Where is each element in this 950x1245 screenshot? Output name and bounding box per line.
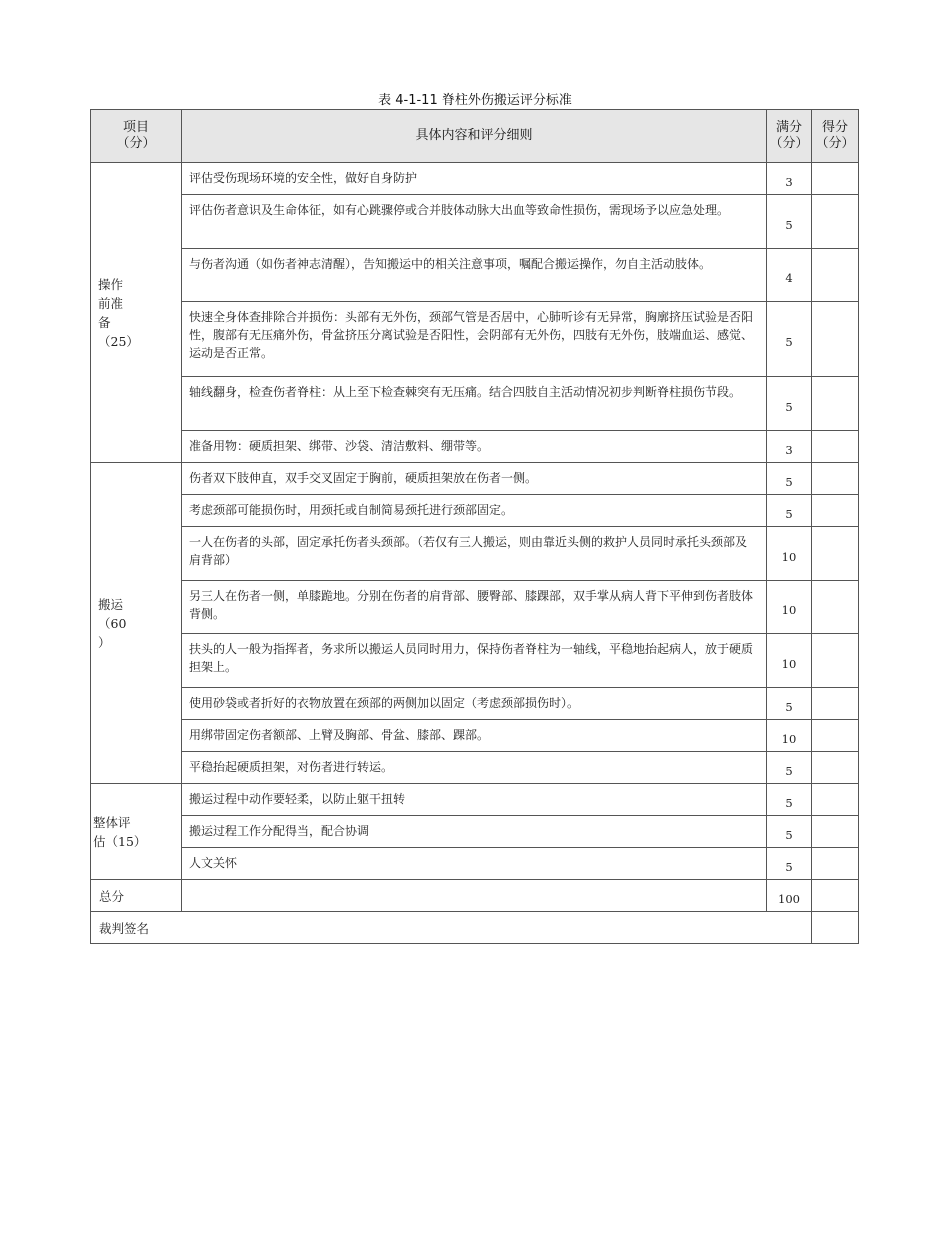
score-cell[interactable] [812, 634, 859, 688]
criteria-text: 使用砂袋或者折好的衣物放置在颈部的两侧加以固定（考虑颈部损伤时）。 [182, 688, 767, 720]
full-points: 5 [767, 195, 812, 249]
table-row [91, 720, 859, 752]
full-points: 5 [767, 495, 812, 527]
full-points: 5 [767, 816, 812, 848]
header-row [91, 110, 859, 163]
table-row [91, 377, 859, 431]
criteria-text: 与伤者沟通（如伤者神志清醒），告知搬运中的相关注意事项，嘱配合搬运操作，勿自主活动肢体。 [182, 249, 767, 302]
category-cell [91, 463, 182, 784]
criteria-text: 评估伤者意识及生命体征，如有心跳骤停或合并肢体动脉大出血等致命性损伤，需现场予以应急处理。 [182, 195, 767, 249]
score-cell[interactable] [812, 431, 859, 463]
header-item-unit: （分） [116, 136, 156, 151]
score-cell[interactable] [812, 784, 859, 816]
score-cell[interactable] [812, 688, 859, 720]
signature-cell[interactable] [812, 912, 859, 944]
table-row [91, 249, 859, 302]
criteria-text: 考虑颈部可能损伤时，用颈托或自制简易颈托进行颈部固定。 [182, 495, 767, 527]
table-row [91, 463, 859, 495]
criteria-text: 准备用物：硬质担架、绑带、沙袋、清洁敷料、绷带等。 [182, 431, 767, 463]
score-cell[interactable] [812, 495, 859, 527]
full-points: 10 [767, 634, 812, 688]
full-points: 3 [767, 163, 812, 195]
table-row [91, 163, 859, 195]
category-label-line: ） [98, 634, 111, 650]
criteria-text: 扶头的人一般为指挥者，务求所以搬运人员同时用力，保持伤者脊柱为一轴线，平稳地抬起病人，放于硬质担架上。 [182, 634, 767, 688]
criteria-text: 快速全身体查排除合并损伤：头部有无外伤，颈部气管是否居中，心肺听诊有无异常，胸廓挤压试验是否阳性，腹部有无压痛外伤，骨盆挤压分离试验是否阳性，会阴部有无外伤，四肢有无外伤，肢端血运、感觉、运动是否正常。 [182, 302, 767, 377]
total-row [91, 880, 859, 912]
category-label-line: 整体评 [93, 814, 131, 830]
scoring-table [90, 109, 859, 944]
table-row [91, 848, 859, 880]
criteria-text: 人文关怀 [182, 848, 767, 880]
table-row [91, 431, 859, 463]
total-points: 100 [767, 880, 812, 912]
full-points: 4 [767, 249, 812, 302]
score-cell[interactable] [812, 848, 859, 880]
score-cell[interactable] [812, 720, 859, 752]
criteria-text: 轴线翻身，检查伤者脊柱：从上至下检查棘突有无压痛。结合四肢自主活动情况初步判断脊柱损伤节段。 [182, 377, 767, 431]
table-row [91, 581, 859, 634]
table-row [91, 527, 859, 581]
signature-row [91, 912, 859, 944]
total-score-cell[interactable] [812, 880, 859, 912]
full-points: 5 [767, 784, 812, 816]
category-cell [91, 163, 182, 463]
table-title: 表 4-1-11 脊柱外伤搬运评分标准 [378, 93, 572, 108]
score-cell[interactable] [812, 527, 859, 581]
criteria-text: 用绑带固定伤者额部、上臂及胸部、骨盆、膝部、踝部。 [182, 720, 767, 752]
header-score-label: 得分 [821, 120, 848, 135]
table-row [91, 634, 859, 688]
criteria-text: 伤者双下肢伸直，双手交叉固定于胸前，硬质担架放在伤者一侧。 [182, 463, 767, 495]
table-row [91, 195, 859, 249]
category-label-line: 前准 [98, 295, 124, 311]
full-points: 5 [767, 688, 812, 720]
header-score-unit: （分） [815, 136, 855, 151]
score-cell[interactable] [812, 302, 859, 377]
criteria-text: 评估受伤现场环境的安全性，做好自身防护 [182, 163, 767, 195]
category-cell [91, 784, 182, 880]
score-cell[interactable] [812, 163, 859, 195]
score-cell[interactable] [812, 195, 859, 249]
full-points: 10 [767, 527, 812, 581]
table-row [91, 784, 859, 816]
category-label-line: 搬运 [98, 596, 124, 612]
full-points: 5 [767, 463, 812, 495]
table-body [91, 163, 859, 944]
header-item-label: 项目 [122, 120, 149, 135]
full-points: 5 [767, 752, 812, 784]
score-cell[interactable] [812, 249, 859, 302]
header-content: 具体内容和评分细则 [182, 110, 767, 163]
table-row [91, 495, 859, 527]
category-label-line: 操作 [98, 276, 124, 292]
full-points: 5 [767, 377, 812, 431]
score-cell[interactable] [812, 816, 859, 848]
category-label-line: （25） [98, 333, 139, 349]
score-cell[interactable] [812, 377, 859, 431]
criteria-text: 搬运过程中动作要轻柔，以防止躯干扭转 [182, 784, 767, 816]
category-label-line: （60 [98, 615, 127, 631]
header-full-score [767, 110, 812, 163]
total-content [182, 880, 767, 912]
header-full-unit: （分） [769, 136, 809, 151]
total-label: 总分 [91, 880, 182, 912]
criteria-text: 另三人在伤者一侧，单膝跪地。分别在伤者的肩背部、腰臀部、膝踝部，双手掌从病人背下平伸到伤者肢体背侧。 [182, 581, 767, 634]
full-points: 10 [767, 581, 812, 634]
header-obtained-score [812, 110, 859, 163]
criteria-text: 一人在伤者的头部，固定承托伤者头颈部。（若仅有三人搬运，则由靠近头侧的救护人员同时承托头颈部及肩背部） [182, 527, 767, 581]
table-row [91, 688, 859, 720]
score-cell[interactable] [812, 463, 859, 495]
full-points: 3 [767, 431, 812, 463]
category-label-line: 备 [98, 314, 111, 330]
table-row [91, 816, 859, 848]
criteria-text: 搬运过程工作分配得当，配合协调 [182, 816, 767, 848]
score-cell[interactable] [812, 581, 859, 634]
full-points: 10 [767, 720, 812, 752]
header-full-label: 满分 [775, 120, 802, 135]
header-item [91, 110, 182, 163]
signature-label: 裁判签名 [91, 912, 812, 944]
table-row [91, 302, 859, 377]
score-cell[interactable] [812, 752, 859, 784]
table-row [91, 752, 859, 784]
full-points: 5 [767, 302, 812, 377]
full-points: 5 [767, 848, 812, 880]
category-label-line: 估（15） [93, 833, 147, 849]
criteria-text: 平稳抬起硬质担架，对伤者进行转运。 [182, 752, 767, 784]
